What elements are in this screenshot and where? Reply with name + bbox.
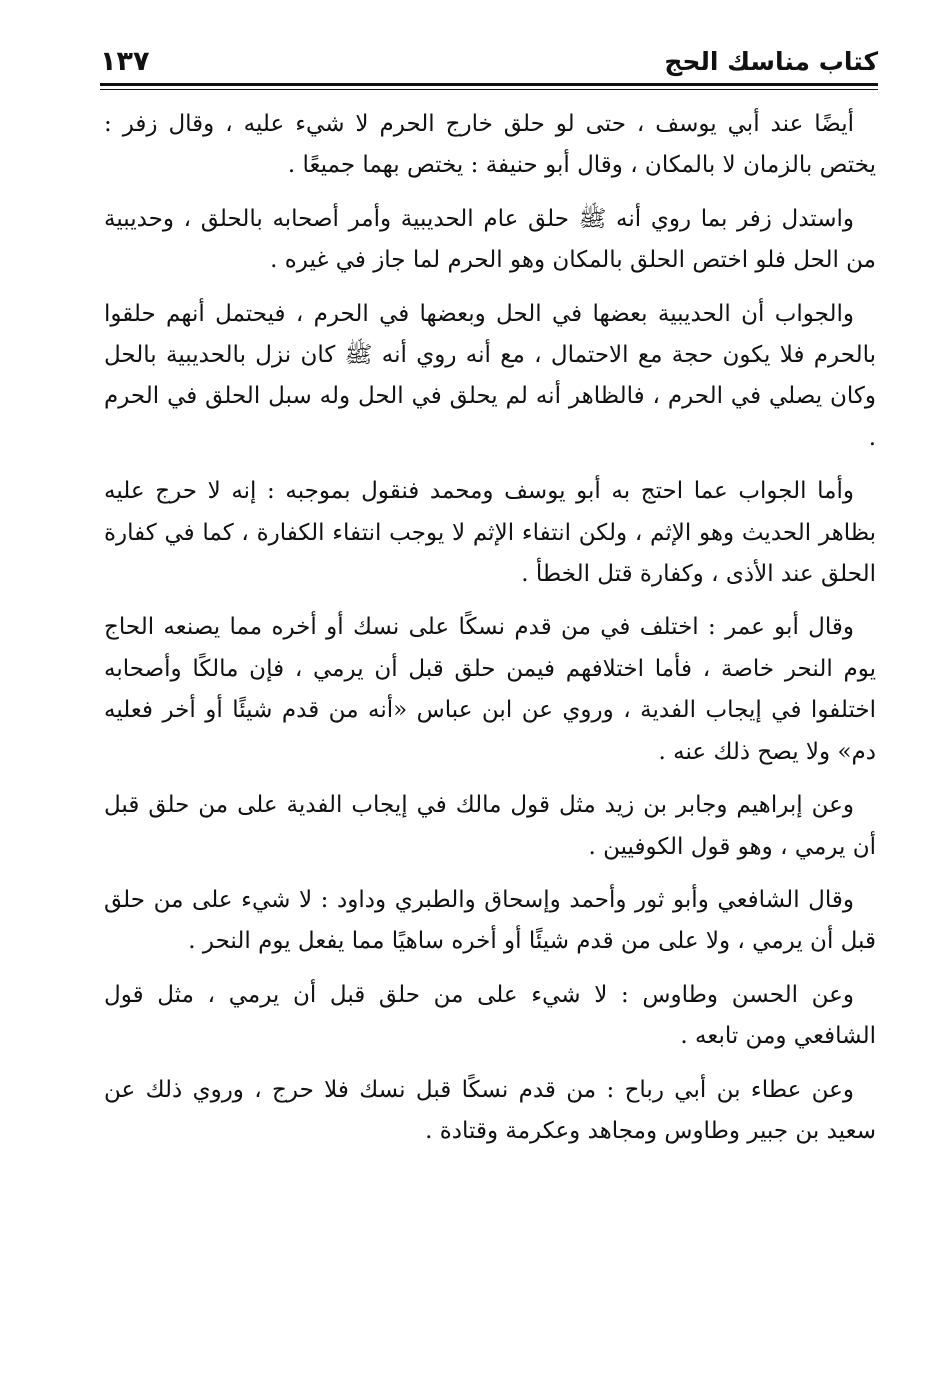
- paragraph: والجواب أن الحديبية بعضها في الحل وبعضها في الحرم ، فيحتمل أنهم حلقوا بالحرم فلا يكون حجة مع الاحتمال ، مع أنه روي أنه ﷺ كان نزل بالحديبية بالحل وكان يصلي في الحرم ، فالظاهر أنه لم يحلق في الحل وله سبل الحلق في الحرم .: [104, 300, 876, 451]
- book-title: كتاب مناسك الحج: [664, 47, 878, 76]
- header-rule: [100, 83, 878, 86]
- paragraph: وعن إبراهيم وجابر بن زيد مثل قول مالك في إيجاب الفدية على من حلق قبل أن يرمي ، وهو قول الكوفيين .: [104, 792, 876, 860]
- running-header: [100, 38, 878, 78]
- header-rule-thin: [100, 89, 878, 90]
- paragraph: وأما الجواب عما احتج به أبو يوسف ومحمد فنقول بموجبه : إنه لا حرج عليه بظاهر الحديث وهو الإثم ، ولكن انتفاء الإثم لا يوجب انتفاء الكفارة ، كما في كفارة الحلق عند الأذى ، وكفارة قتل الخطأ .: [104, 478, 876, 588]
- main-text: [104, 104, 876, 1152]
- paragraph: وقال الشافعي وأبو ثور وأحمد وإسحاق والطبري وداود : لا شيء على من حلق قبل أن يرمي ، ولا على من قدم شيئًا أو أخره ساهيًا مما يفعل يوم النحر .: [104, 886, 876, 955]
- page-number: ١٣٧: [100, 46, 150, 77]
- paragraph: أيضًا عند أبي يوسف ، حتى لو حلق خارج الحرم لا شيء عليه ، وقال زفر : يختص بالزمان لا بالمكان ، وقال أبو حنيفة : يختص بهما جميعًا .: [104, 111, 876, 179]
- paragraph: وعن الحسن وطاوس : لا شيء على من حلق قبل أن يرمي ، مثل قول الشافعي ومن تابعه .: [104, 981, 876, 1050]
- paragraph: وقال أبو عمر : اختلف في من قدم نسكًا على نسك أو أخره مما يصنعه الحاج يوم النحر خاصة ، فأما اختلافهم فيمن حلق قبل أن يرمي ، فإن مالكًا وأصحابه اختلفوا في إيجاب الفدية ، وروي عن ابن عباس «أنه من قدم شيئًا أو أخر فعليه دم» ولا يصح ذلك عنه .: [104, 614, 876, 765]
- paragraph: واستدل زفر بما روي أنه ﷺ حلق عام الحديبية وأمر أصحابه بالحلق ، وحديبية من الحل فلو اختص الحلق بالمكان وهو الحرم لما جاز في غيره .: [104, 205, 876, 274]
- paragraph: وعن عطاء بن أبي رباح : من قدم نسكًا قبل نسك فلا حرج ، وروي ذلك عن سعيد بن جبير وطاوس ومجاهد وعكرمة وقتادة .: [104, 1076, 876, 1144]
